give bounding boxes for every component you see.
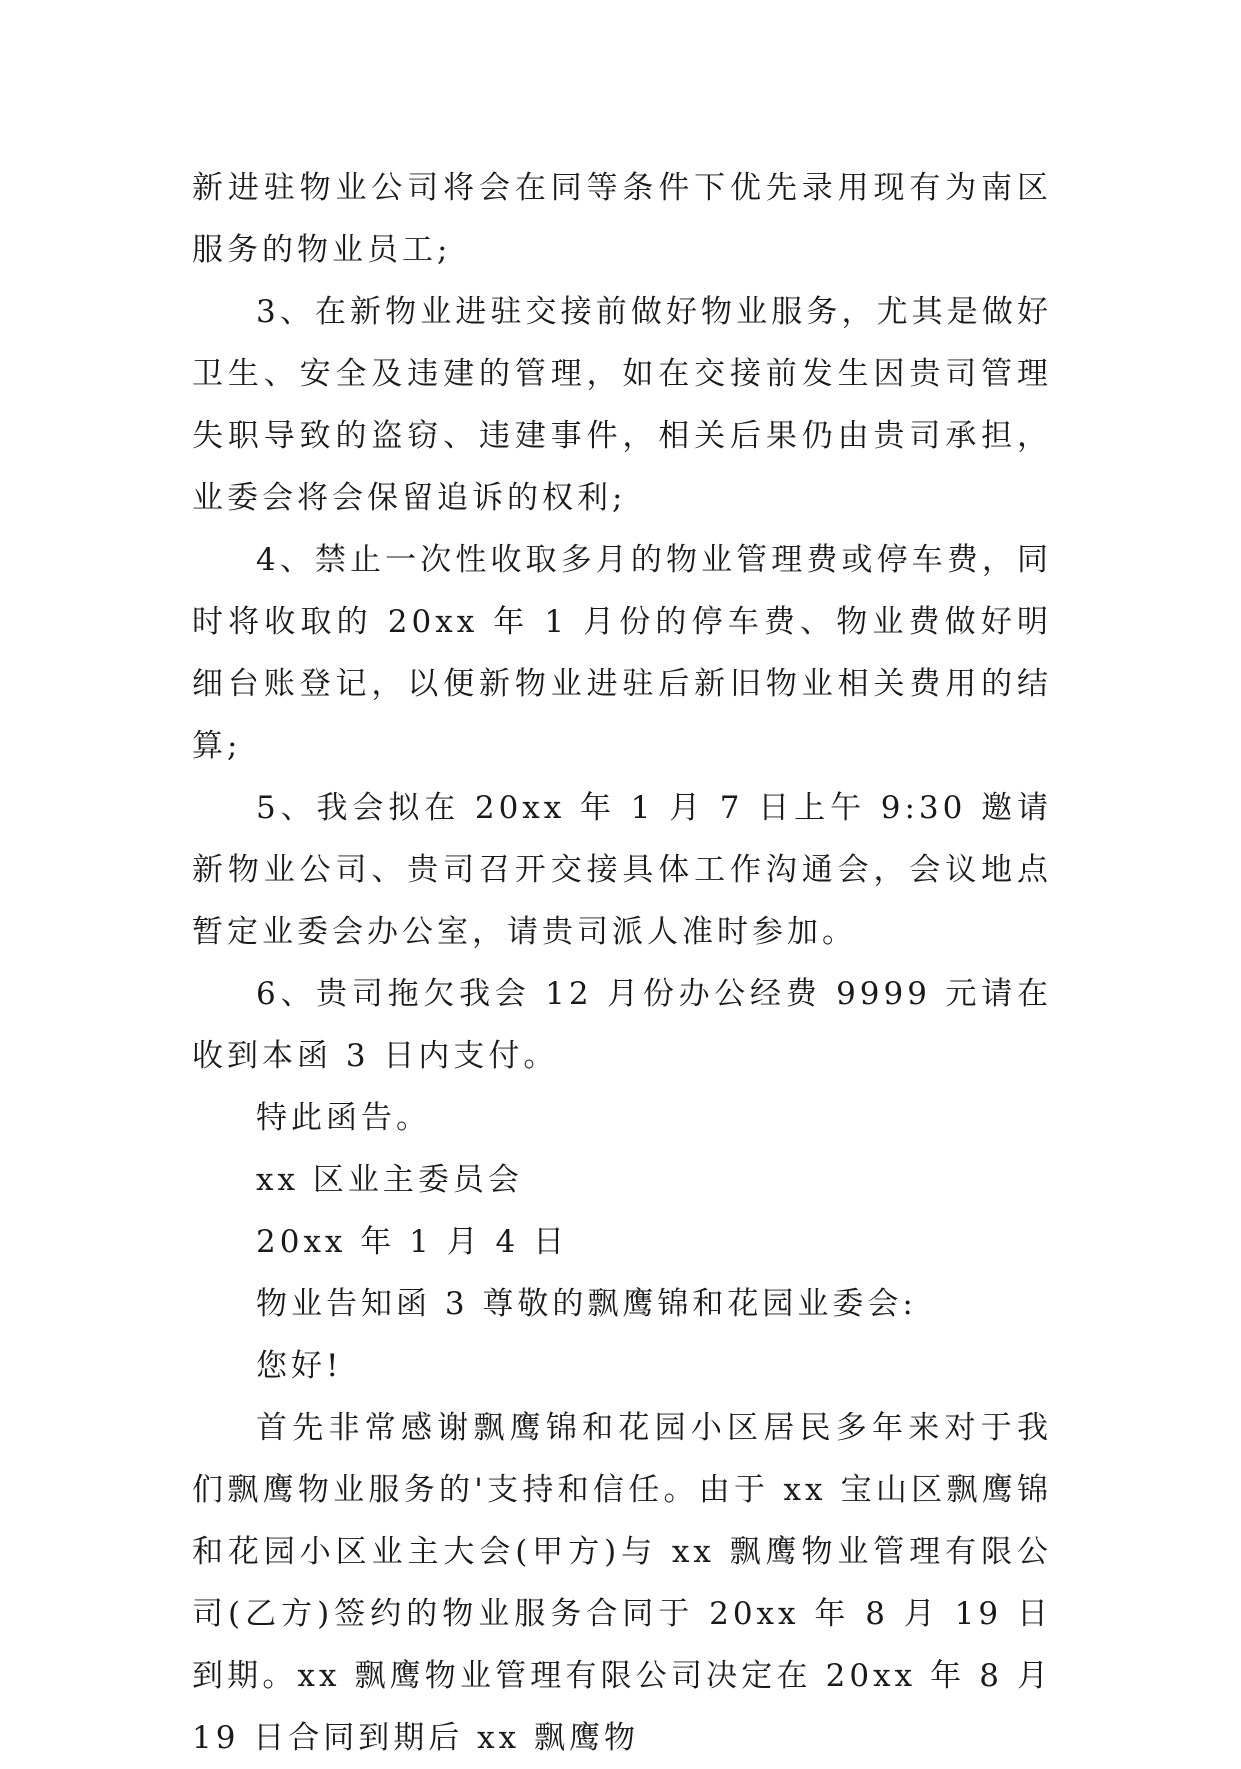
- paragraph-staff-retention: 新进驻物业公司将会在同等条件下优先录用现有为南区服务的物业员工;: [192, 170, 1052, 268]
- letter-3-salutation: 物业告知函 3 尊敬的飘鹰锦和花园业委会:: [256, 1286, 917, 1322]
- paragraph-item-5: 5、我会拟在 20xx 年 1 月 7 日上午 9:30 邀请新物业公司、贵司召开交接具体工作沟通会，会议地点暂定业委会办公室，请贵司派人准时参加。: [192, 790, 1052, 950]
- greeting: 您好!: [256, 1348, 343, 1384]
- paragraph-item-6: 6、贵司拖欠我会 12 月份办公经费 9999 元请在收到本函 3 日内支付。: [192, 976, 1052, 1074]
- document-body: [192, 157, 1052, 1769]
- closing-statement: 特此函告。: [256, 1100, 431, 1136]
- paragraph-item-4: 4、禁止一次性收取多月的物业管理费或停车费，同时将收取的 20xx 年 1 月份的停车费、物业费做好明细台账登记，以便新物业进驻后新旧物业相关费用的结算;: [192, 542, 1052, 764]
- signature-date: 20xx 年 1 月 4 日: [256, 1224, 569, 1260]
- signature-committee: xx 区业主委员会: [256, 1162, 523, 1198]
- paragraph-item-3: 3、在新物业进驻交接前做好物业服务，尤其是做好卫生、安全及违建的管理，如在交接前发生因贵司管理失职导致的盗窃、违建事件，相关后果仍由贵司承担，业委会将会保留追诉的权利;: [192, 294, 1052, 516]
- paragraph-thanks: 首先非常感谢飘鹰锦和花园小区居民多年来对于我们飘鹰物业服务的'支持和信任。由于 xx 宝山区飘鹰锦和花园小区业主大会(甲方)与 xx 飘鹰物业管理有限公司(乙方)签约的物业服务合同于 20xx 年 8 月 19 日到期。xx 飘鹰物业管理有限公司决定在 20xx 年 8 月 19 日合同到期后 xx 飘鹰物: [192, 1410, 1052, 1756]
